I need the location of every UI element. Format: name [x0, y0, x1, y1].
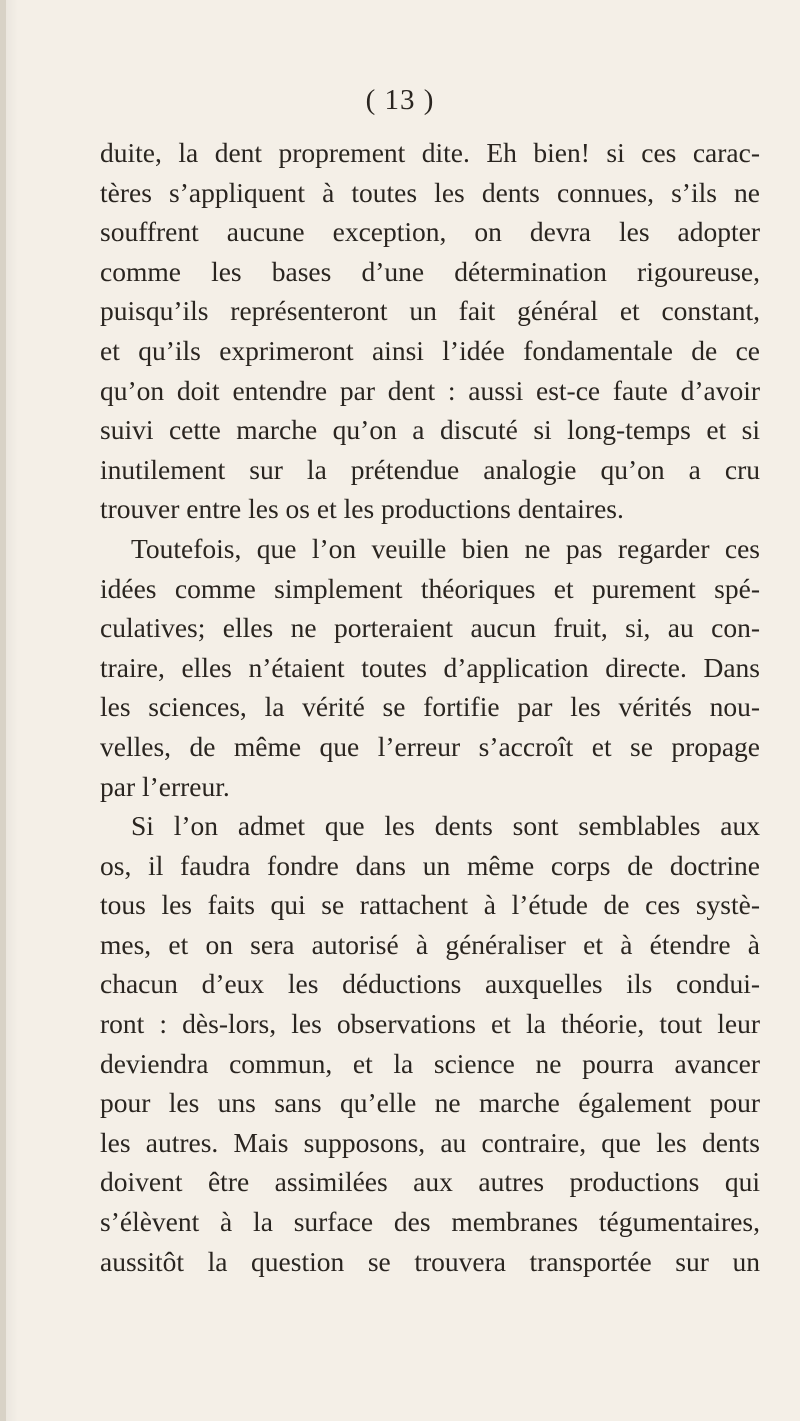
text-line: Toutefois, que l’on veuille bien ne pas regarder ces	[131, 532, 760, 564]
text-line: ront : dès-lors, les observations et la théorie, tout leur	[100, 1008, 760, 1040]
text-line: les autres. Mais supposons, au contraire, que les dents	[100, 1126, 760, 1158]
body-text	[100, 133, 760, 1281]
text-line: et qu’ils exprimeront ainsi l’idée fondamentale de ce	[100, 334, 760, 366]
text-line: puisqu’ils représenteront un fait général et constant,	[100, 295, 760, 327]
text-line: tous les faits qui se rattachent à l’étude de ces systè-	[100, 889, 760, 921]
text-line: souffrent aucune exception, on devra les adopter	[100, 216, 760, 248]
text-line: comme les bases d’une détermination rigoureuse,	[100, 255, 760, 287]
text-line: duite, la dent proprement dite. Eh bien! si ces carac-	[100, 137, 760, 168]
binding-gutter	[0, 0, 6, 1421]
text-line: culatives; elles ne porteraient aucun fruit, si, au con-	[100, 612, 760, 644]
text-line: qu’on doit entendre par dent : aussi est-ce faute d’avoir	[100, 374, 760, 406]
text-line: tères s’appliquent à toutes les dents connues, s’ils ne	[100, 176, 760, 208]
text-line: s’élèvent à la surface des membranes tégumentaires,	[100, 1206, 760, 1238]
text-line: os, il faudra fondre dans un même corps de doctrine	[100, 849, 760, 881]
text-line: velles, de même que l’erreur s’accroît et se propage	[100, 730, 760, 762]
text-line: traire, elles n’étaient toutes d’application directe. Dans	[100, 651, 760, 683]
text-line: aussitôt la question se trouvera transportée sur un	[100, 1245, 760, 1277]
text-line: deviendra commun, et la science ne pourra avancer	[100, 1047, 760, 1079]
text-line: Si l’on admet que les dents sont semblables aux	[131, 810, 760, 842]
text-line: idées comme simplement théoriques et purement spé-	[100, 572, 760, 604]
text-line: chacun d’eux les déductions auxquelles ils condui-	[100, 968, 760, 1000]
text-line: inutilement sur la prétendue analogie qu’on a cru	[100, 453, 760, 485]
text-line: par l’erreur.	[100, 770, 230, 802]
text-line: doivent être assimilées aux autres productions qui	[100, 1166, 760, 1198]
page-number: ( 13 )	[365, 84, 435, 116]
text-line: trouver entre les os et les productions dentaires.	[100, 493, 624, 525]
text-line: mes, et on sera autorisé à généraliser et à étendre à	[100, 928, 760, 960]
text-line: suivi cette marche qu’on a discuté si long-temps et si	[100, 414, 760, 446]
text-line: les sciences, la vérité se fortifie par les vérités nou-	[100, 691, 760, 723]
text-line: pour les uns sans qu’elle ne marche également pour	[100, 1087, 760, 1119]
